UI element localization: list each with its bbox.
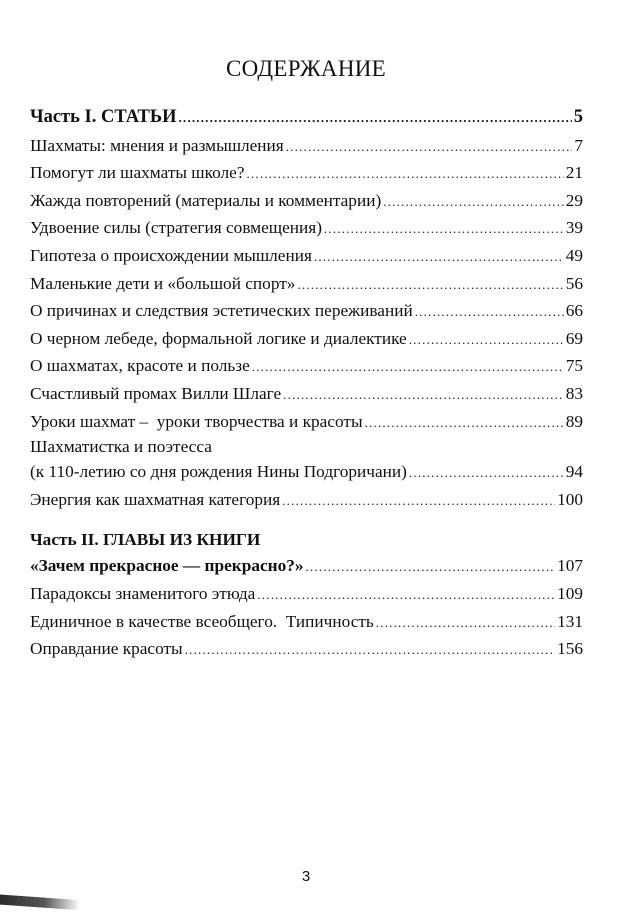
toc-entry-title: Счастливый промах Вилли Шлаге — [30, 383, 282, 403]
toc-entry-title: Шахматистка и поэтесса — [30, 437, 212, 457]
dot-leader — [376, 609, 555, 637]
toc-part-2-title: Часть II. ГЛАВЫ ИЗ КНИГИ — [30, 530, 261, 550]
toc-entry-title: Энергия как шахматная категория — [30, 489, 281, 509]
toc-entry — [30, 270, 583, 298]
toc-entry-title: Гипотеза о происхождении мышления — [30, 245, 312, 265]
toc-entry-title: О шахматах, красоте и пользе — [30, 356, 250, 376]
toc-page: 5 — [573, 107, 583, 127]
toc-entry-title: Жажда повторений (материалы и комментарии) — [30, 190, 382, 210]
toc-page: 109 — [557, 583, 583, 603]
toc-entry-title: Оправдание красоты — [30, 639, 183, 659]
dot-leader — [409, 326, 564, 354]
toc-entry-title: Единичное в качестве всеобщего. Типичность — [30, 611, 374, 631]
toc-entry — [30, 325, 583, 353]
toc-entry — [30, 159, 583, 187]
toc-page: 39 — [565, 218, 583, 238]
dot-leader — [257, 581, 555, 609]
toc-entry — [30, 297, 583, 325]
toc-page: 156 — [557, 639, 583, 659]
dot-leader — [415, 298, 564, 326]
toc-entry — [30, 187, 583, 215]
toc-entry — [30, 214, 583, 242]
toc-page: 100 — [557, 489, 583, 509]
dot-leader — [297, 271, 563, 299]
toc-page: 131 — [557, 611, 583, 631]
toc-part-2 — [30, 552, 583, 580]
dot-leader — [365, 409, 564, 437]
dot-leader — [282, 487, 555, 515]
toc-entry — [30, 132, 583, 160]
dot-leader — [383, 188, 564, 216]
dot-leader — [324, 215, 564, 243]
dot-leader — [306, 553, 556, 581]
toc-page: 89 — [565, 411, 583, 431]
toc-page: 94 — [565, 462, 583, 482]
toc-page: 107 — [557, 556, 583, 576]
toc-page: 7 — [574, 135, 583, 155]
toc-page: 29 — [565, 190, 583, 210]
page-title: СОДЕРЖАНИЕ — [225, 56, 386, 81]
dot-leader — [283, 381, 564, 409]
toc-page: 75 — [565, 356, 583, 376]
dot-leader — [409, 459, 564, 487]
page-number: 3 — [301, 868, 311, 885]
table-of-contents — [30, 104, 583, 663]
dot-leader — [286, 133, 573, 161]
dot-leader — [314, 243, 564, 271]
toc-page: 56 — [565, 273, 583, 293]
toc-entry — [30, 352, 583, 380]
scan-edge-shadow — [0, 894, 80, 910]
toc-entry — [30, 458, 583, 486]
toc-entry-title: Помогут ли шахматы школе? — [30, 163, 245, 183]
toc-page: 83 — [565, 383, 583, 403]
toc-entry-title: Шахматы: мнения и размышления — [30, 135, 284, 155]
toc-entry — [30, 635, 583, 663]
dot-leader — [185, 636, 555, 664]
toc-entry — [30, 408, 583, 436]
toc-entry — [30, 486, 583, 514]
toc-entry-title: О черном лебеде, формальной логике и диалектике — [30, 328, 407, 348]
toc-entry — [30, 580, 583, 608]
toc-part-1 — [30, 104, 583, 132]
toc-book-title: «Зачем прекрасное — прекрасно?» — [30, 556, 304, 576]
toc-entry-title-line — [30, 435, 583, 458]
toc-entry — [30, 608, 583, 636]
toc-entry-subtitle: (к 110-летию со дня рождения Нины Подгоричани) — [30, 462, 407, 482]
toc-entry — [30, 242, 583, 270]
toc-page: 49 — [565, 245, 583, 265]
toc-entry-title: Парадоксы знаменитого этюда — [30, 583, 256, 603]
toc-entry-title: Удвоение силы (стратегия совмещения) — [30, 218, 322, 238]
dot-leader — [247, 160, 564, 188]
toc-part-title: Часть I. СТАТЬИ — [30, 107, 177, 127]
toc-page: 66 — [565, 301, 583, 321]
toc-entry — [30, 380, 583, 408]
toc-page: 69 — [565, 328, 583, 348]
dot-leader — [252, 353, 564, 381]
toc-entry-title: Маленькие дети и «большой спорт» — [30, 273, 296, 293]
toc-entry-title: Уроки шахмат – уроки творчества и красоты — [30, 411, 363, 431]
dot-leader — [178, 104, 571, 132]
toc-entry-title: О причинах и следствия эстетических переживаний — [30, 301, 413, 321]
toc-page: 21 — [565, 163, 583, 183]
